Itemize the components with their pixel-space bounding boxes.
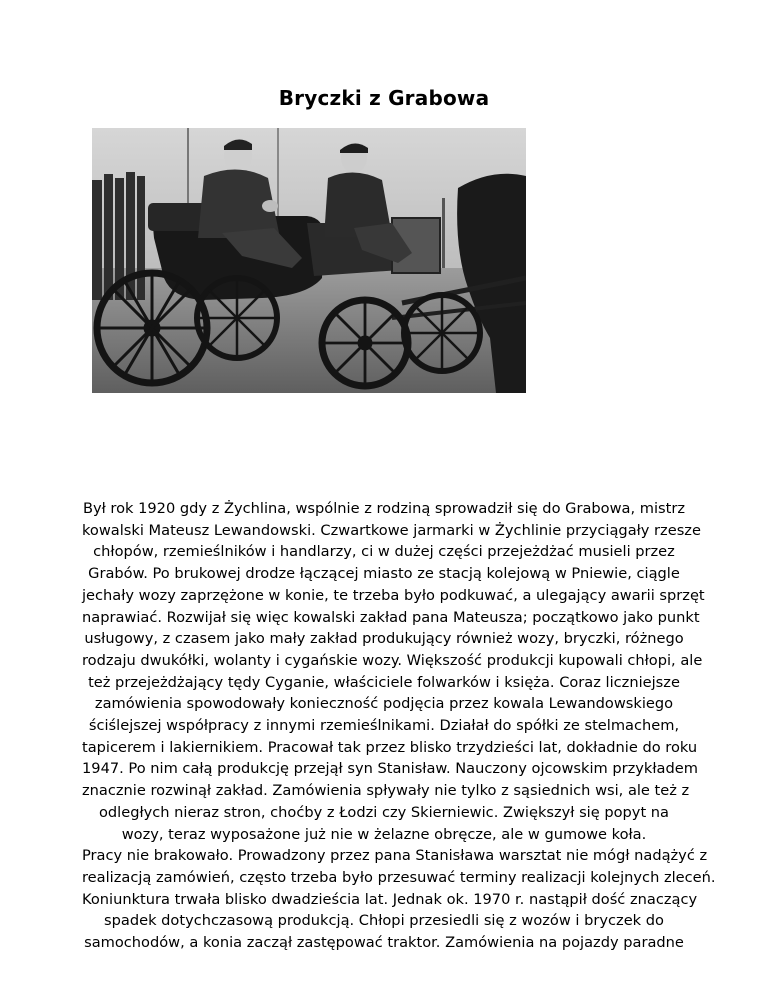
- paragraph-line: Grabów. Po brukowej drodze łączącej miasto ze stacją kolejową w Pniewie, ciągle: [88, 565, 680, 583]
- paragraph-line: 1947. Po nim całą produkcję przejął syn Stanisław. Nauczony ojcowskim przykładem: [82, 760, 698, 778]
- paragraph-line: odległych nieraz stron, choćby z Łodzi czy Skierniewic. Zwiększył się popyt na: [98, 803, 670, 821]
- paragraph-line: Był rok 1920 gdy z Żychlina, wspólnie z rodziną sprowadził się do Grabowa, mistrz: [82, 500, 685, 517]
- article-paragraph: [82, 498, 716, 954]
- paragraph-line: samochodów, a konia zaczął zastępować traktor. Zamówienia na pojazdy paradne: [84, 934, 684, 952]
- paragraph-line: zamówienia spowodowały konieczność podjęcia przez kowala Lewandowskiego: [94, 695, 674, 713]
- paragraph-line: znacznie rozwinął zakład. Zamówienia spływały nie tylko z sąsiednich wsi, ale też z: [82, 782, 690, 800]
- paragraph-line: usługowy, z czasem jako mały zakład produkujący również wozy, bryczki, różnego: [84, 630, 684, 648]
- paragraph-line: wozy, teraz wyposażone już nie w żelazne obręcze, ale w gumowe koła.: [121, 825, 647, 843]
- paragraph-line: spadek dotychczasową produkcją. Chłopi przesiedli się z wozów i bryczek do: [104, 912, 664, 930]
- paragraph-line: rodzaju dwukółki, wolanty i cygańskie wozy. Większość produkcji kupowali chłopi, ale: [82, 651, 703, 669]
- paragraph-line: naprawiać. Rozwijał się więc kowalski zakład pana Mateusza; początkowo jako punkt: [82, 608, 700, 626]
- carriage-photo: [92, 128, 526, 393]
- paragraph-line: tapicerem i lakiernikiem. Pracował tak przez blisko trzydzieści lat, dokładnie do roku: [82, 738, 698, 756]
- paragraph-line: ściślejszej współpracy z innymi rzemieślnikami. Działał do spółki ze stelmachem,: [88, 717, 680, 735]
- page-title: Bryczki z Grabowa: [278, 86, 490, 110]
- paragraph-line: Pracy nie brakowało. Prowadzony przez pana Stanisława warsztat nie mógł nadążyć z: [82, 847, 708, 865]
- paragraph-line: Koniunktura trwała blisko dwadzieścia lat. Jednak ok. 1970 r. nastąpił dość znaczący: [82, 890, 698, 908]
- paragraph-line: jechały wozy zaprzężone w konie, te trzeba było podkuwać, a ulegający awarii sprzęt: [82, 586, 705, 604]
- paragraph-line: kowalski Mateusz Lewandowski. Czwartkowe jarmarki w Żychlinie przyciągały rzesze: [82, 521, 701, 539]
- paragraph-line: też przejeżdżający tędy Cyganie, właściciele folwarków i księża. Coraz liczniejsze: [88, 673, 680, 691]
- paragraph-line: chłopów, rzemieślników i handlarzy, ci w dużej części przejeżdżać musieli przez: [93, 543, 675, 561]
- paragraph-line: realizacją zamówień, często trzeba było przesuwać terminy realizacji kolejnych zleceń.: [82, 868, 716, 886]
